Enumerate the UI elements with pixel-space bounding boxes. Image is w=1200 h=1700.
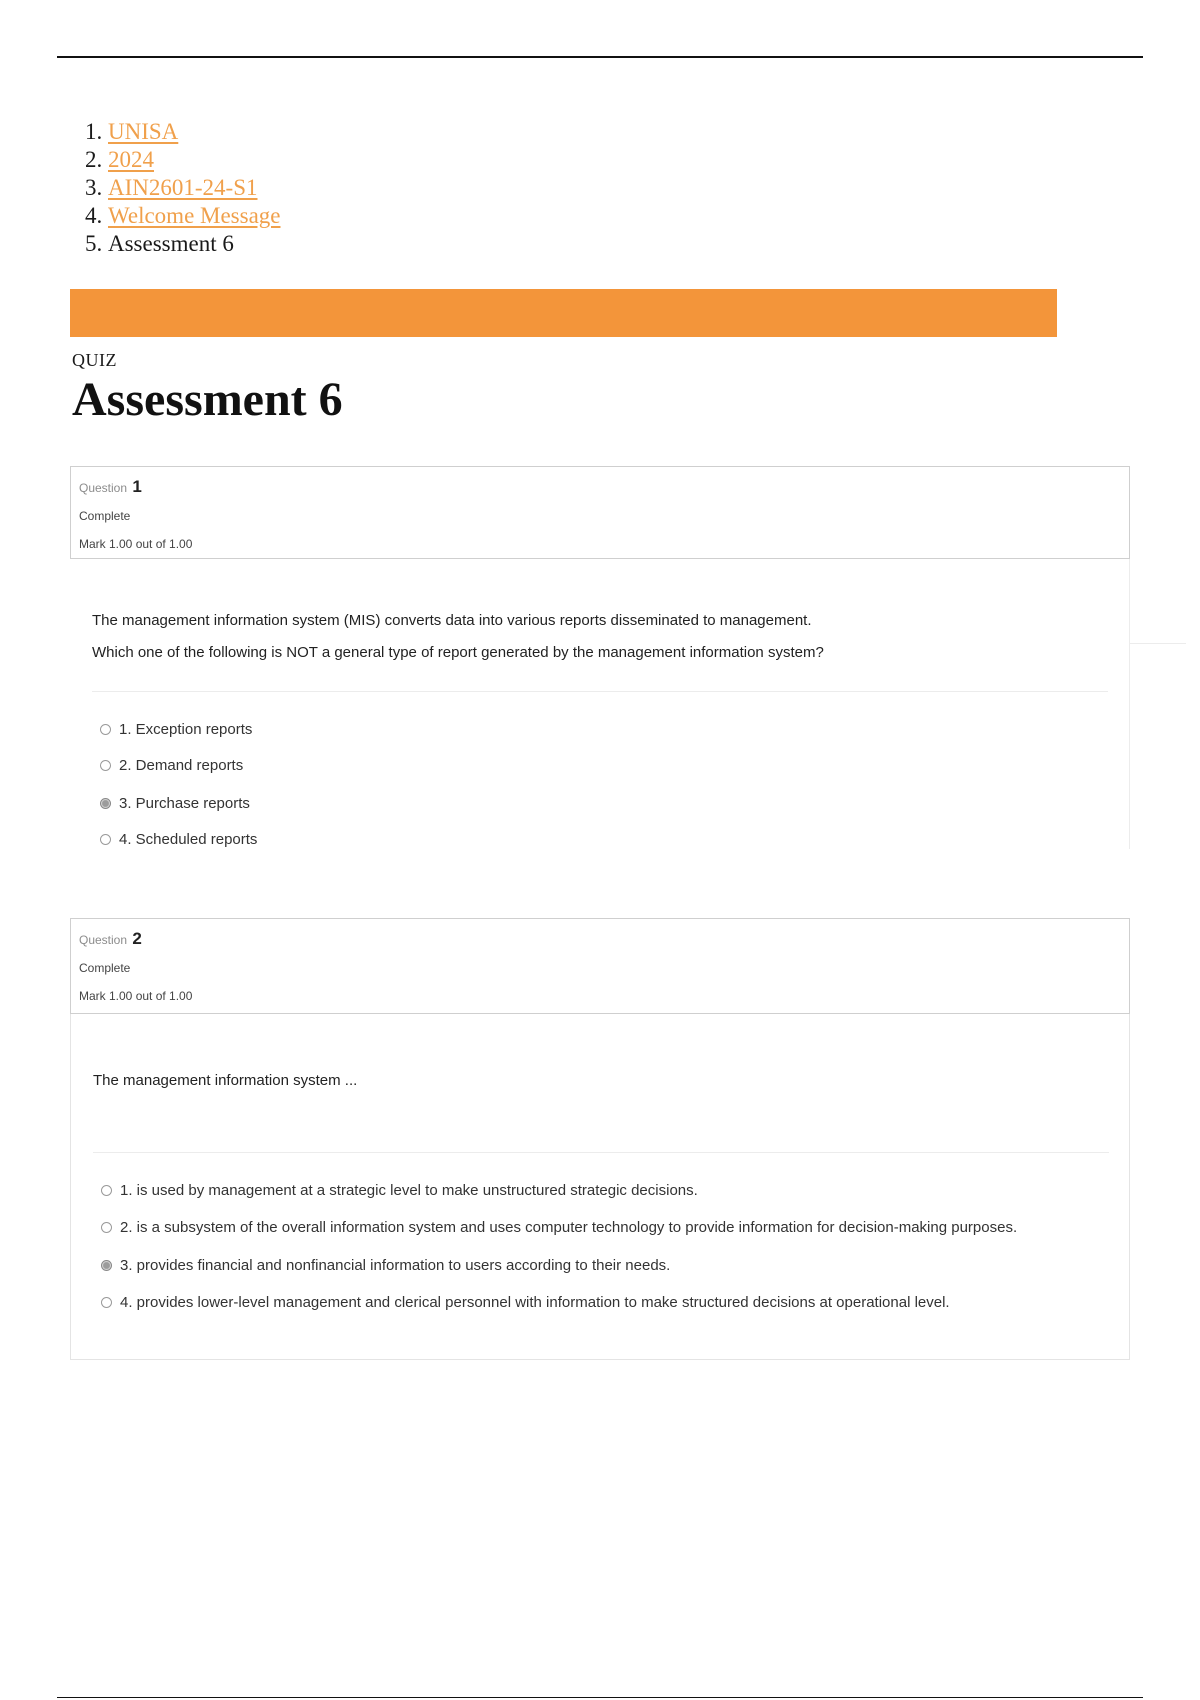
radio-icon[interactable] (101, 1222, 112, 1233)
question-2-answer-1[interactable]: 1. is used by management at a strategic level to make unstructured strategic decisions. (101, 1182, 698, 1199)
breadcrumb (70, 118, 281, 258)
breadcrumb-item-current (108, 230, 281, 258)
bottom-rule (57, 1697, 1143, 1698)
radio-icon[interactable] (100, 834, 111, 845)
question-1-text-line-1: The management information system (MIS) converts data into various reports disseminated to management. (92, 612, 812, 629)
question-2-answer-4[interactable]: 4. provides lower-level management and clerical personnel with information to make structured decisions at operational level. (101, 1294, 950, 1311)
question-1-divider (92, 691, 1108, 692)
question-2-divider (93, 1152, 1109, 1153)
question-2-number: Question 2 (79, 929, 142, 948)
question-1-answer-3[interactable]: 3. Purchase reports (100, 795, 250, 812)
question-2-state: Complete (79, 961, 131, 975)
question-1-number: Question 1 (79, 477, 142, 496)
radio-selected-icon[interactable] (101, 1260, 112, 1271)
radio-icon[interactable] (101, 1185, 112, 1196)
question-2-text: The management information system ... (93, 1072, 358, 1089)
question-2-info (70, 918, 1130, 1014)
breadcrumb-link-year[interactable]: 2024 (108, 147, 154, 172)
question-2-answer-3[interactable]: 3. provides financial and nonfinancial information to users according to their needs. (101, 1257, 670, 1274)
top-rule (57, 56, 1143, 58)
divider (1130, 643, 1186, 644)
question-1-text-line-2: Which one of the following is NOT a general type of report generated by the management information system? (92, 644, 824, 661)
radio-selected-icon[interactable] (100, 798, 111, 809)
question-1-answer-1[interactable]: 1. Exception reports (100, 721, 252, 738)
question-1-answer-4[interactable]: 4. Scheduled reports (100, 831, 257, 848)
breadcrumb-item-welcome (108, 202, 281, 230)
breadcrumb-link-unisa[interactable]: UNISA (108, 119, 179, 144)
question-1-content (70, 559, 1130, 849)
question-1-grade: Mark 1.00 out of 1.00 (79, 537, 193, 551)
breadcrumb-link-welcome[interactable]: Welcome Message (108, 203, 281, 228)
question-2-content (70, 1014, 1130, 1360)
radio-icon[interactable] (100, 724, 111, 735)
breadcrumb-item-year (108, 146, 281, 174)
radio-icon[interactable] (101, 1297, 112, 1308)
breadcrumb-current: Assessment 6 (108, 231, 234, 256)
question-1-answer-2[interactable]: 2. Demand reports (100, 757, 243, 774)
question-2-answer-2[interactable]: 2. is a subsystem of the overall information system and uses computer technology to provide information for decision-making purposes. (101, 1219, 1017, 1236)
page-title: Assessment 6 (72, 373, 343, 426)
radio-icon[interactable] (100, 760, 111, 771)
breadcrumb-link-course[interactable]: AIN2601-24-S1 (108, 175, 258, 200)
activity-type-label: QUIZ (72, 350, 117, 370)
breadcrumb-item-unisa (108, 118, 281, 146)
breadcrumb-item-course (108, 174, 281, 202)
question-1-state: Complete (79, 509, 131, 523)
question-1-info (70, 466, 1130, 559)
header-banner (70, 289, 1057, 337)
question-2-grade: Mark 1.00 out of 1.00 (79, 989, 193, 1003)
